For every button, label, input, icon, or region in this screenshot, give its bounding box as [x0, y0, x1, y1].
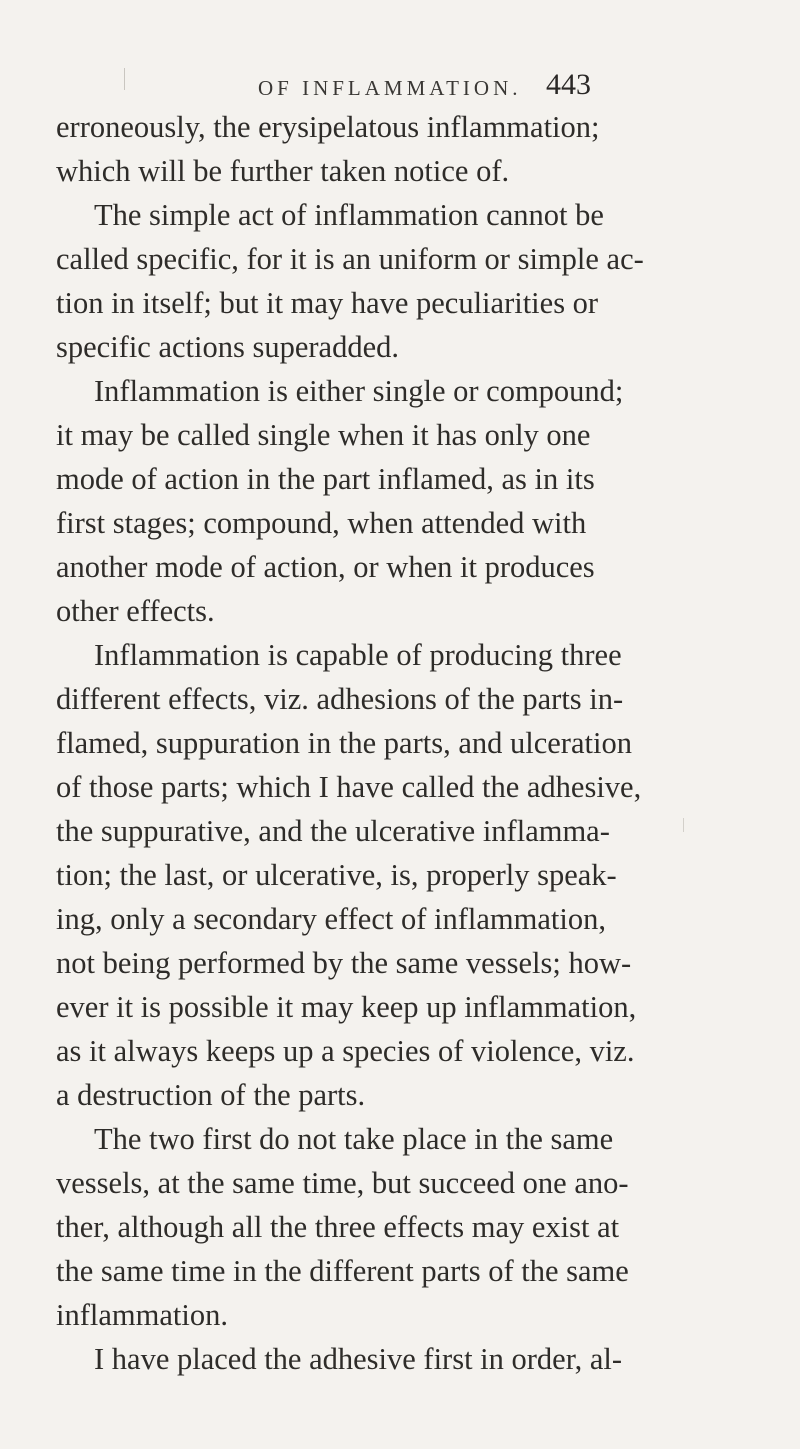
text-line: I have placed the adhesive first in order, al- [94, 1342, 623, 1376]
text-line: which will be further taken notice of. [56, 154, 510, 188]
text-line: the same time in the different parts of the same [56, 1254, 629, 1288]
text-line: vessels, at the same time, but succeed one ano- [56, 1166, 629, 1200]
running-title: OF INFLAMMATION. [258, 76, 522, 100]
text-line: mode of action in the part inflamed, as in its [56, 462, 595, 496]
text-line: The two first do not take place in the same [94, 1122, 614, 1156]
text-line: Inflammation is either single or compound; [94, 374, 624, 408]
text-line: flamed, suppuration in the parts, and ulceration [56, 726, 632, 760]
text-line: the suppurative, and the ulcerative inflamma- [56, 814, 610, 848]
page-number: 443 [546, 68, 591, 101]
text-line: first stages; compound, when attended with [56, 506, 587, 540]
text-line: erroneously, the erysipelatous inflammation; [56, 110, 600, 144]
text-line: Inflammation is capable of producing three [94, 638, 622, 672]
text-line: a destruction of the parts. [56, 1078, 366, 1112]
text-line: The simple act of inflammation cannot be [94, 198, 604, 232]
text-line: other effects. [56, 594, 215, 628]
text-line: another mode of action, or when it produces [56, 550, 595, 584]
text-line: ever it is possible it may keep up inflammation, [56, 990, 637, 1024]
text-line: as it always keeps up a species of violence, viz. [56, 1034, 635, 1068]
text-line: of those parts; which I have called the adhesive, [56, 770, 642, 804]
text-line: called specific, for it is an uniform or simple ac- [56, 242, 644, 276]
text-line: specific actions superadded. [56, 330, 399, 364]
text-line: not being performed by the same vessels; how- [56, 946, 632, 980]
text-line: ing, only a secondary effect of inflammation, [56, 902, 606, 936]
text-line: tion; the last, or ulcerative, is, properly speak- [56, 858, 617, 892]
running-head [258, 66, 598, 106]
text-line: tion in itself; but it may have peculiarities or [56, 286, 599, 320]
text-line: inflammation. [56, 1298, 228, 1332]
text-line: different effects, viz. adhesions of the parts in- [56, 682, 624, 716]
text-line: it may be called single when it has only one [56, 418, 591, 452]
margin-mark [124, 68, 125, 90]
text-line: ther, although all the three effects may exist at [56, 1210, 620, 1244]
